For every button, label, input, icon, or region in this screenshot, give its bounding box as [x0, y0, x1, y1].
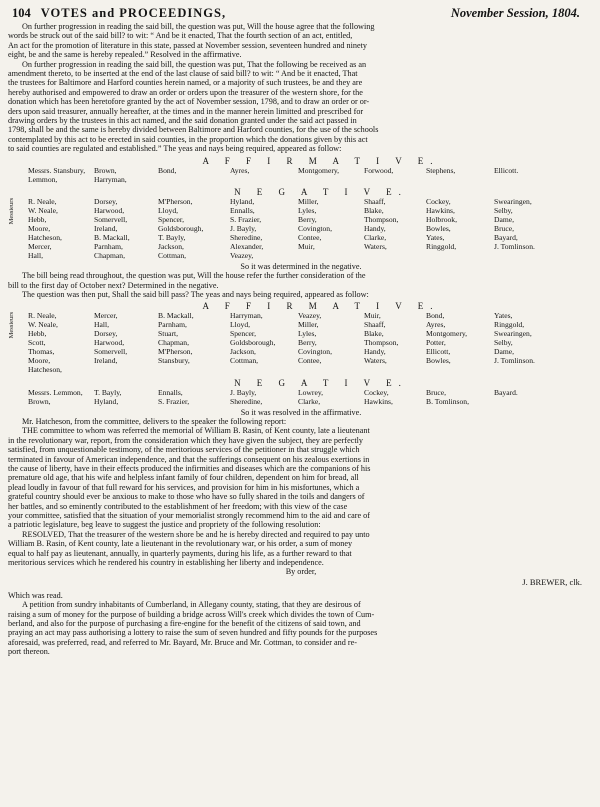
name-column [494, 312, 535, 365]
member-name: Waters, [364, 355, 387, 365]
text-line: Mr. Hatcheson, from the committee, delivers to the speaker the following report: [22, 416, 287, 426]
member-name: Spencer, [230, 329, 257, 339]
member-name: R. Neale, [28, 197, 57, 207]
member-name: Bruce, [426, 387, 447, 397]
text-line: meritorious services which he rendered his country in establishing her liberty and independence. [8, 558, 324, 567]
member-name: Mercer, [28, 242, 52, 252]
member-name: Stephens, [426, 165, 456, 175]
text-line: grateful country should ever be anxious to make to those who have so fully shared in the toils and dangers of [8, 492, 365, 502]
member-name: Veazey, [298, 311, 322, 321]
member-name: Covington, [298, 224, 332, 234]
member-name: Harwood, [94, 338, 125, 348]
member-name: Miller, [298, 320, 319, 330]
member-name: Brown, [28, 396, 51, 406]
member-name: Bayard, [494, 233, 518, 243]
member-name: Clarke, [364, 233, 387, 243]
text-line: contemplated by this act to be erected in said counties, in the proportion which the donations given by this act [8, 134, 368, 144]
name-column [94, 389, 121, 407]
text-line: premature old age, that his wife and helpless infant family of four children, dependent on him for bread, all [8, 473, 359, 483]
vote-names [8, 312, 594, 375]
vote-heading: A F F I R M A T I V E. [202, 301, 440, 312]
name-column [494, 389, 518, 398]
vote-result: So it was determined in the negative. [240, 261, 362, 271]
text-line: praying an act may pass authorising a lottery to raise the sum of seven hundred and fifty pounds for the purposes [8, 628, 378, 638]
member-name: Ireland, [94, 224, 118, 234]
member-name: Chapman, [158, 338, 190, 348]
member-name: J. Tomlinson. [494, 355, 535, 365]
member-name: Waters, [364, 242, 387, 252]
document-body [8, 22, 594, 657]
member-name: B. Tomlinson, [426, 396, 469, 406]
member-name: Handy, [364, 224, 386, 234]
member-name: Selby, [494, 206, 513, 216]
text-line: to said counties are regulated and established.” The yeas and nays being required, appeared as follow: [8, 144, 342, 154]
name-column [230, 198, 263, 260]
name-column [426, 389, 469, 407]
text-line: THE committee to whom was referred the memorial of William B. Rasin, of Kent county, late a lieutenant [22, 426, 370, 436]
name-column [230, 312, 275, 365]
text-line: donation which has been heretofore granted by the act of November session, 1798, and to draw an order or or- [8, 97, 370, 107]
name-column [94, 198, 130, 260]
member-name: Hyland, [94, 396, 119, 406]
member-name: Hawkins, [364, 396, 393, 406]
member-name: Hatcheson, [28, 233, 62, 243]
member-name: M'Pherson, [158, 347, 193, 357]
name-column [230, 389, 262, 407]
text-line: Which was read. [8, 590, 63, 600]
text-line: port thereon. [8, 647, 50, 657]
member-name: Cockey, [364, 387, 389, 397]
member-name: Lyles, [298, 206, 317, 216]
text-line: RESOLVED, That the treasurer of the western shore be and he is hereby directed and required to pay unto [22, 529, 370, 539]
text-line: plead loudly in favour of that full reward for his services, and provision for him in his misfortunes, which a [8, 482, 360, 492]
member-name: J. Tomlinson. [494, 242, 535, 252]
member-name: Dorsey, [94, 197, 118, 207]
member-name: Ayres, [230, 165, 250, 175]
member-name: Veazey, [230, 250, 254, 260]
member-name: Bruce, [494, 224, 515, 234]
member-name: Ennalls, [230, 206, 255, 216]
member-name: B. Mackall, [94, 233, 130, 243]
name-column [494, 167, 518, 176]
text-line: equal to half pay as lieutenant, annually, in quarterly payments, during his life, as a further reward to that [8, 548, 352, 558]
member-name: Stuart, [158, 329, 179, 339]
text-line: bill to the first day of October next? Determined in the negative. [8, 280, 219, 290]
member-name: Harryman, [94, 174, 127, 184]
member-name: Dorsey, [94, 329, 118, 339]
text-line: her battles, and so eminently contributed to the establishment of her freedom; with this view of the case [8, 501, 348, 511]
member-name: Ellicott, [426, 347, 451, 357]
member-name: Lowrey, [298, 387, 324, 397]
member-name: Messrs. Stansbury, [28, 165, 86, 175]
member-name: Hatcheson, [28, 364, 62, 374]
text-line: the cause of liberty, have in their effects produced the infirmities and diseases which are the companions of his [8, 463, 371, 473]
member-name: S. Frazier, [158, 396, 190, 406]
name-column [28, 198, 62, 260]
member-name: Cockey, [426, 197, 451, 207]
member-name: Berry, [298, 338, 317, 348]
member-name: Bowles, [426, 224, 451, 234]
member-name: Hall, [28, 250, 43, 260]
member-name: Shaaff, [364, 197, 386, 207]
name-column [28, 167, 85, 185]
member-name: S. Frazier, [230, 215, 262, 225]
text-line: raising a sum of money for the purpose of building a bridge across Will's creek which divides the town of Cum- [8, 609, 375, 619]
member-name: Harryman, [230, 311, 263, 321]
clerk-signature: J. BREWER, clk. [522, 576, 582, 587]
member-name: Swearingen, [494, 197, 532, 207]
member-name: Blake, [364, 329, 384, 339]
member-name: Jackson, [158, 242, 184, 252]
member-name: Goldsborough, [230, 338, 276, 348]
vote-heading: A F F I R M A T I V E. [202, 155, 440, 166]
member-name: Lemmon, [28, 174, 58, 184]
name-column [158, 167, 176, 176]
text-line: satisfied, from unquestionable testimony, of the meritorious services of the petitioner in that struggle which [8, 445, 360, 455]
messieurs-label: Messieurs [8, 312, 15, 339]
member-name: Handy, [364, 347, 386, 357]
member-name: Contee, [298, 233, 322, 243]
text-line: aforesaid, was preferred, read, and referred to Mr. Bayard, Mr. Bruce and Mr. Cottman, to consider and re- [8, 637, 357, 647]
member-name: Jackson, [230, 347, 256, 357]
name-column [298, 167, 339, 176]
text-line: ders upon said treasurer, annually hereafter, at the times and in the manner herein limitted and prescribed for [8, 106, 364, 116]
vote-names [8, 198, 594, 261]
member-name: Berry, [298, 215, 317, 225]
messieurs-label: Messieurs [8, 198, 15, 225]
member-name: Muir, [364, 311, 381, 321]
member-name: Bayard. [494, 387, 518, 397]
member-name: Miller, [298, 197, 319, 207]
member-name: Ringgold, [426, 242, 457, 252]
vote-result: So it was resolved in the affirmative. [240, 407, 362, 417]
name-column [28, 389, 83, 407]
vote-heading: N E G A T I V E. [234, 187, 408, 198]
member-name: M'Pherson, [158, 197, 193, 207]
member-name: Yates, [426, 233, 445, 243]
page-number: 104 [12, 6, 31, 20]
member-name: T. Bayly, [94, 387, 122, 397]
name-column [364, 167, 393, 176]
name-column [158, 389, 189, 407]
session-title: November Session, 1804. [450, 6, 580, 20]
text-line: The question was then put, Shall the said bill pass? The yeas and nays being required, appeared as follow: [22, 290, 369, 299]
name-column [364, 312, 398, 365]
member-name: Moore, [28, 224, 51, 234]
member-name: Ennalls, [158, 387, 183, 397]
vote-names [8, 389, 594, 408]
member-name: Stansbury, [158, 355, 190, 365]
member-name: Somervell, [94, 347, 128, 357]
member-name: R. Neale, [28, 311, 57, 321]
member-name: Brown, [94, 165, 117, 175]
name-column [94, 167, 127, 185]
text-line: William B. Rasin, of Kent county, late a lieutenant in the revolutionary war, or his order, a sum of money [8, 539, 353, 549]
text-line: berland, and also for the purpose of purchasing a fire-engine for the benefit of the citizens of said town, and [8, 619, 361, 629]
member-name: Sheredine, [230, 396, 263, 406]
text-line: hereby authorised and empowered to draw an order or orders upon the treasurer of the western shore, for the [8, 87, 363, 97]
text-line: eight, be and the same is hereby repealed.” Resolved in the affirmative. [8, 50, 242, 60]
member-name: Chapman, [94, 250, 126, 260]
member-name: Potter, [426, 338, 446, 348]
member-name: Cottman, [158, 250, 187, 260]
member-name: Parnham, [158, 320, 187, 330]
member-name: Bond, [426, 311, 445, 321]
member-name: Hall, [94, 320, 109, 330]
member-name: Hyland, [230, 197, 255, 207]
name-column [94, 312, 127, 365]
member-name: Cottman, [230, 355, 259, 365]
text-line: words be struck out of the said bill? to wit: “ And be it enacted, That the fourth section of an act, entitled, [8, 31, 353, 41]
text-line: 1798, shall be and the same is hereby divided between Baltimore and Harford counties, for the use of the schools [8, 125, 379, 135]
by-order: By order, [285, 567, 317, 577]
name-column [426, 198, 457, 251]
member-name: Messrs. Lemmon, [28, 387, 83, 397]
member-name: B. Mackall, [158, 311, 194, 321]
name-column [364, 198, 398, 251]
member-name: Montgomery, [426, 329, 468, 339]
member-name: J. Bayly, [230, 387, 257, 397]
vote-names [8, 167, 594, 186]
name-column [494, 198, 535, 251]
text-line: An act for the promotion of literature in this state, passed at November session, seventeen hundred and ninety [8, 40, 368, 50]
text-line: A petition from sundry inhabitants of Cumberland, in Allegany county, stating, that they are desirous of [22, 600, 361, 610]
member-name: Yates, [494, 311, 513, 321]
member-name: Blake, [364, 206, 384, 216]
member-name: Lyles, [298, 329, 317, 339]
name-column [298, 198, 332, 251]
member-name: Somervell, [94, 215, 128, 225]
text-line: The bill being read throughout, the question was put, Will the house refer the further consideration of the [22, 271, 366, 281]
member-name: Selby, [494, 338, 513, 348]
member-name: Muir, [298, 242, 315, 252]
member-name: Contee, [298, 355, 322, 365]
member-name: Swearingen, [494, 329, 532, 339]
member-name: Shaaff, [364, 320, 386, 330]
member-name: Hebb, [28, 215, 47, 225]
text-line: your committee, satisfied that the situation of your memorialist strongly recommend him to the aid and care of [8, 510, 370, 520]
text-line: a patriotic legislature, beg leave to suggest the justice and propriety of the following resolution: [8, 520, 321, 530]
member-name: Clarke, [298, 396, 321, 406]
member-name: Scott, [28, 338, 46, 348]
name-column [28, 312, 62, 374]
member-name: Thompson, [364, 215, 399, 225]
member-name: Thomas, [28, 347, 55, 357]
member-name: Ireland, [94, 355, 118, 365]
member-name: Moore, [28, 355, 51, 365]
text-line: amendment thereto, to be inserted at the end of the last clause of said bill? to wit: “ And be it enacted, That [8, 69, 358, 79]
member-name: Covington, [298, 347, 332, 357]
text-line: the trustees for Baltimore and Harford counties herein named, or a majority of such trustees, be and they are [8, 78, 363, 88]
name-column [364, 389, 393, 407]
member-name: Mercer, [94, 311, 118, 321]
name-column [158, 312, 194, 365]
member-name: Lloyd, [158, 206, 179, 216]
member-name: Dame, [494, 215, 515, 225]
member-name: Dame, [494, 347, 515, 357]
text-line: On further progression in reading the said bill, the question was put, Will the house agree that the following [22, 22, 375, 31]
member-name: Ayres, [426, 320, 446, 330]
name-column [298, 312, 332, 365]
member-name: Lloyd, [230, 320, 251, 330]
page-header [12, 6, 594, 22]
member-name: Ellicott. [494, 165, 519, 175]
member-name: W. Neale, [28, 320, 58, 330]
text-line: drawing orders by the trustees in this act named, and the said donation granted under the said act passed in [8, 116, 357, 126]
member-name: Ringgold, [494, 320, 525, 330]
member-name: W. Neale, [28, 206, 58, 216]
member-name: Bowles, [426, 355, 451, 365]
text-line: in the revolutionary war, report, from the consideration which they have given the subject, they are perfectly [8, 435, 364, 445]
member-name: Parnham, [94, 242, 123, 252]
member-name: Thompson, [364, 338, 399, 348]
name-column [230, 167, 249, 176]
member-name: Sheredine, [230, 233, 263, 243]
member-name: T. Bayly, [158, 233, 186, 243]
name-column [298, 389, 323, 407]
text-line: terminated in favour of American independence, and that the sufferings consequent on his zealous exertions in [8, 454, 370, 464]
member-name: Forwood, [364, 165, 394, 175]
member-name: Holbrook, [426, 215, 458, 225]
vote-heading: N E G A T I V E. [234, 377, 408, 388]
name-column [158, 198, 203, 260]
member-name: Spencer, [158, 215, 185, 225]
member-name: Alexander, [230, 242, 264, 252]
running-title: VOTES and PROCEEDINGS, [40, 6, 227, 20]
member-name: Bond, [158, 165, 177, 175]
name-column [426, 312, 467, 365]
member-name: Goldsborough, [158, 224, 204, 234]
member-name: Hebb, [28, 329, 47, 339]
text-line: On further progression in reading the said bill, the question was put, That the following be received as an [22, 59, 367, 69]
member-name: Montgomery, [298, 165, 340, 175]
member-name: Harwood, [94, 206, 125, 216]
member-name: Hawkins, [426, 206, 455, 216]
name-column [426, 167, 455, 176]
member-name: J. Bayly, [230, 224, 257, 234]
